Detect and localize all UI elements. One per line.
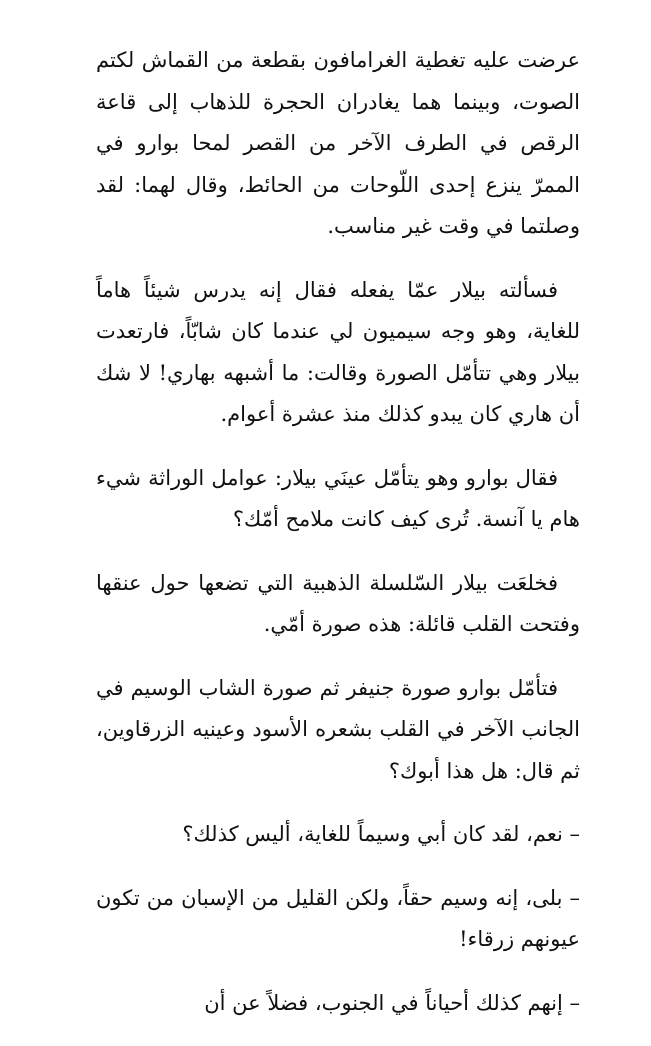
book-page (96, 40, 580, 1046)
dialog-line-handsome: – نعم، لقد كان أبي وسيماً للغاية، أليس كذلك؟ (182, 822, 580, 846)
dialog-line-south: – إنهم كذلك أحياناً في الجنوب، فضلاً عن أن (204, 990, 580, 1015)
paragraph-father-photo: فتأمّل بوارو صورة جنيفر ثم صورة الشاب الوسيم في الجانب الآخر في القلب بشعره الأسود وعينيه الزرقاوين، ثم قال: هل هذا أبوك؟ (96, 675, 580, 783)
dialog-line-blue-eyes: – بلى، إنه وسيم حقاً، ولكن القليل من الإسبان من تكون عيونهم زرقاء! (96, 885, 580, 951)
paragraph-locket: فخلعَت بيلار السّلسلة الذهبية التي تضعها حول عنقها وفتحت القلب قائلة: هذه صورة أمّي. (96, 570, 580, 636)
paragraph-portrait-study: فسألته بيلار عمّا يفعله فقال إنه يدرس شيئاً هاماً للغاية، وهو وجه سيميون لي عندما كان شابّاً، فارتعدت بيلار وهي تتأمّل الصورة وقالت: ما أشبهه بهاري! لا شك أن هاري كان يبدو كذلك منذ عشرة أعوام. (96, 277, 580, 426)
paragraph-heredity: فقال بوارو وهو يتأمّل عينَي بيلار: عوامل الوراثة شيء هام يا آنسة. تُرى كيف كانت ملامح أمّك؟ (96, 465, 580, 531)
paragraph-gramophone: عرضت عليه تغطية الغرامافون بقطعة من القماش لكتم الصوت، وبينما هما يغادران الحجرة للذهاب إلى قاعة الرقص في الطرف الآخر من القصر لمحا بوارو في الممرّ ينزع إحدى اللّوحات من الحائط، وقال لهما: لقد وصلتما في وقت غير مناسب. (96, 48, 580, 238)
